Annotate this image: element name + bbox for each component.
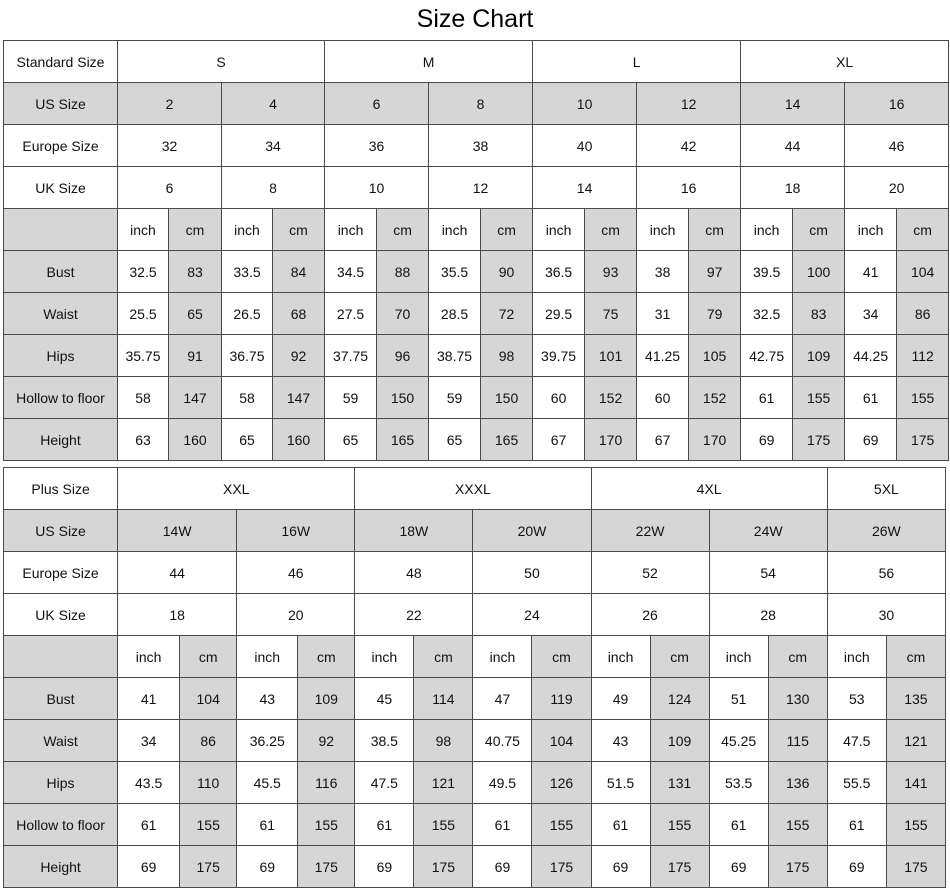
us-size-cell: 6 <box>325 83 429 125</box>
eu-size-row <box>4 552 946 594</box>
cm-value-cell: 100 <box>793 251 845 293</box>
cm-value-cell: 175 <box>414 846 473 888</box>
cm-value-cell: 97 <box>689 251 741 293</box>
unit-cm-cell: cm <box>793 209 845 251</box>
inch-value-cell: 59 <box>429 377 481 419</box>
cm-value-cell: 110 <box>180 762 237 804</box>
cm-value-cell: 155 <box>180 804 237 846</box>
inch-value-cell: 47.5 <box>355 762 414 804</box>
cm-value-cell: 165 <box>377 419 429 461</box>
inch-value-cell: 59 <box>325 377 377 419</box>
unit-cm-cell: cm <box>650 636 709 678</box>
cm-value-cell: 152 <box>689 377 741 419</box>
measurement-row <box>4 419 949 461</box>
eu-size-cell: 32 <box>118 125 222 167</box>
cm-value-cell: 101 <box>585 335 637 377</box>
inch-value-cell: 28.5 <box>429 293 481 335</box>
uk-size-row <box>4 167 949 209</box>
uk-size-row <box>4 594 946 636</box>
unit-cm-cell: cm <box>689 209 741 251</box>
us-size-label: US Size <box>4 510 118 552</box>
uk-size-label: UK Size <box>4 167 118 209</box>
measurement-label: Height <box>4 419 118 461</box>
unit-cm-cell: cm <box>532 636 591 678</box>
uk-size-cell: 18 <box>741 167 845 209</box>
cm-value-cell: 155 <box>768 804 827 846</box>
inch-value-cell: 43 <box>237 678 298 720</box>
measurement-label: Hips <box>4 762 118 804</box>
cm-value-cell: 170 <box>585 419 637 461</box>
inch-value-cell: 41 <box>845 251 897 293</box>
measurement-row <box>4 377 949 419</box>
inch-value-cell: 58 <box>222 377 273 419</box>
cm-value-cell: 68 <box>273 293 325 335</box>
inch-value-cell: 61 <box>591 804 650 846</box>
measurement-row <box>4 335 949 377</box>
measurement-label: Hips <box>4 335 118 377</box>
inch-value-cell: 69 <box>355 846 414 888</box>
inch-value-cell: 69 <box>591 846 650 888</box>
unit-cm-cell: cm <box>414 636 473 678</box>
inch-value-cell: 35.75 <box>118 335 169 377</box>
unit-cm-cell: cm <box>481 209 533 251</box>
cm-value-cell: 155 <box>532 804 591 846</box>
cm-value-cell: 155 <box>897 377 949 419</box>
cm-value-cell: 136 <box>768 762 827 804</box>
cm-value-cell: 83 <box>793 293 845 335</box>
cm-value-cell: 147 <box>169 377 222 419</box>
page-title: Size Chart <box>416 5 534 33</box>
us-size-cell: 4 <box>222 83 325 125</box>
size-group-row <box>4 468 946 510</box>
inch-value-cell: 69 <box>237 846 298 888</box>
cm-value-cell: 121 <box>886 720 945 762</box>
cm-value-cell: 116 <box>298 762 355 804</box>
inch-value-cell: 31 <box>637 293 689 335</box>
cm-value-cell: 91 <box>169 335 222 377</box>
cm-value-cell: 175 <box>180 846 237 888</box>
inch-value-cell: 55.5 <box>827 762 886 804</box>
inch-value-cell: 37.75 <box>325 335 377 377</box>
cm-value-cell: 83 <box>169 251 222 293</box>
cm-value-cell: 121 <box>414 762 473 804</box>
inch-value-cell: 38.5 <box>355 720 414 762</box>
inch-value-cell: 40.75 <box>473 720 532 762</box>
eu-size-cell: 48 <box>355 552 473 594</box>
measurement-row <box>4 846 946 888</box>
us-size-label: US Size <box>4 83 118 125</box>
eu-size-label: Europe Size <box>4 552 118 594</box>
cm-value-cell: 104 <box>532 720 591 762</box>
us-size-cell: 20W <box>473 510 591 552</box>
uk-size-label: UK Size <box>4 594 118 636</box>
inch-value-cell: 61 <box>473 804 532 846</box>
inch-value-cell: 26.5 <box>222 293 273 335</box>
cm-value-cell: 126 <box>532 762 591 804</box>
unit-cm-cell: cm <box>169 209 222 251</box>
size-group-cell: L <box>533 41 741 83</box>
cm-value-cell: 109 <box>793 335 845 377</box>
eu-size-cell: 44 <box>741 125 845 167</box>
unit-cm-cell: cm <box>585 209 637 251</box>
eu-size-cell: 54 <box>709 552 827 594</box>
cm-value-cell: 109 <box>298 678 355 720</box>
inch-value-cell: 27.5 <box>325 293 377 335</box>
cm-value-cell: 130 <box>768 678 827 720</box>
uk-size-cell: 18 <box>118 594 237 636</box>
cm-value-cell: 155 <box>886 804 945 846</box>
unit-inch-cell: inch <box>429 209 481 251</box>
eu-size-cell: 46 <box>237 552 355 594</box>
inch-value-cell: 61 <box>845 377 897 419</box>
us-size-cell: 24W <box>709 510 827 552</box>
us-size-row <box>4 83 949 125</box>
unit-row-label <box>4 636 118 678</box>
inch-value-cell: 67 <box>637 419 689 461</box>
eu-size-cell: 50 <box>473 552 591 594</box>
cm-value-cell: 119 <box>532 678 591 720</box>
cm-value-cell: 90 <box>481 251 533 293</box>
us-size-cell: 16 <box>845 83 949 125</box>
unit-inch-cell: inch <box>845 209 897 251</box>
inch-value-cell: 25.5 <box>118 293 169 335</box>
unit-inch-cell: inch <box>237 636 298 678</box>
inch-value-cell: 67 <box>533 419 585 461</box>
measurement-label: Waist <box>4 720 118 762</box>
inch-value-cell: 60 <box>637 377 689 419</box>
measurement-row <box>4 678 946 720</box>
uk-size-cell: 14 <box>533 167 637 209</box>
cm-value-cell: 92 <box>298 720 355 762</box>
size-group-cell: S <box>118 41 325 83</box>
inch-value-cell: 69 <box>473 846 532 888</box>
cm-value-cell: 141 <box>886 762 945 804</box>
cm-value-cell: 124 <box>650 678 709 720</box>
inch-value-cell: 38 <box>637 251 689 293</box>
measurement-label: Hollow to floor <box>4 377 118 419</box>
measurement-label: Waist <box>4 293 118 335</box>
uk-size-cell: 10 <box>325 167 429 209</box>
eu-size-cell: 56 <box>827 552 945 594</box>
eu-size-row <box>4 125 949 167</box>
cm-value-cell: 152 <box>585 377 637 419</box>
uk-size-cell: 12 <box>429 167 533 209</box>
cm-value-cell: 98 <box>481 335 533 377</box>
cm-value-cell: 160 <box>169 419 222 461</box>
inch-value-cell: 45 <box>355 678 414 720</box>
inch-value-cell: 69 <box>827 846 886 888</box>
measurement-label: Height <box>4 846 118 888</box>
inch-value-cell: 43.5 <box>118 762 180 804</box>
cm-value-cell: 175 <box>886 846 945 888</box>
cm-value-cell: 155 <box>298 804 355 846</box>
cm-value-cell: 175 <box>768 846 827 888</box>
size-group-cell: M <box>325 41 533 83</box>
unit-cm-cell: cm <box>886 636 945 678</box>
unit-cm-cell: cm <box>298 636 355 678</box>
plus-size-table <box>3 467 946 888</box>
cm-value-cell: 72 <box>481 293 533 335</box>
cm-value-cell: 105 <box>689 335 741 377</box>
inch-value-cell: 69 <box>741 419 793 461</box>
unit-inch-cell: inch <box>827 636 886 678</box>
eu-size-label: Europe Size <box>4 125 118 167</box>
unit-inch-cell: inch <box>325 209 377 251</box>
unit-inch-cell: inch <box>533 209 585 251</box>
unit-inch-cell: inch <box>118 636 180 678</box>
size-group-cell: XL <box>741 41 949 83</box>
uk-size-cell: 24 <box>473 594 591 636</box>
header-label: Plus Size <box>4 468 118 510</box>
measurement-row <box>4 720 946 762</box>
inch-value-cell: 47.5 <box>827 720 886 762</box>
unit-inch-cell: inch <box>118 209 169 251</box>
cm-value-cell: 150 <box>481 377 533 419</box>
inch-value-cell: 41.25 <box>637 335 689 377</box>
unit-inch-cell: inch <box>222 209 273 251</box>
uk-size-cell: 26 <box>591 594 709 636</box>
inch-value-cell: 65 <box>429 419 481 461</box>
unit-inch-cell: inch <box>709 636 768 678</box>
us-size-cell: 12 <box>637 83 741 125</box>
measurement-label: Bust <box>4 251 118 293</box>
inch-value-cell: 53.5 <box>709 762 768 804</box>
inch-value-cell: 69 <box>709 846 768 888</box>
eu-size-cell: 46 <box>845 125 949 167</box>
unit-cm-cell: cm <box>377 209 429 251</box>
cm-value-cell: 175 <box>298 846 355 888</box>
inch-value-cell: 43 <box>591 720 650 762</box>
measurement-label: Bust <box>4 678 118 720</box>
inch-value-cell: 41 <box>118 678 180 720</box>
inch-value-cell: 35.5 <box>429 251 481 293</box>
unit-cm-cell: cm <box>180 636 237 678</box>
inch-value-cell: 47 <box>473 678 532 720</box>
uk-size-cell: 22 <box>355 594 473 636</box>
unit-inch-cell: inch <box>741 209 793 251</box>
uk-size-cell: 8 <box>222 167 325 209</box>
us-size-cell: 2 <box>118 83 222 125</box>
inch-value-cell: 69 <box>118 846 180 888</box>
unit-row <box>4 636 946 678</box>
cm-value-cell: 131 <box>650 762 709 804</box>
inch-value-cell: 65 <box>325 419 377 461</box>
unit-inch-cell: inch <box>355 636 414 678</box>
us-size-cell: 26W <box>827 510 945 552</box>
unit-cm-cell: cm <box>273 209 325 251</box>
inch-value-cell: 44.25 <box>845 335 897 377</box>
cm-value-cell: 104 <box>897 251 949 293</box>
cm-value-cell: 155 <box>650 804 709 846</box>
inch-value-cell: 45.25 <box>709 720 768 762</box>
inch-value-cell: 49.5 <box>473 762 532 804</box>
cm-value-cell: 75 <box>585 293 637 335</box>
eu-size-cell: 44 <box>118 552 237 594</box>
cm-value-cell: 92 <box>273 335 325 377</box>
inch-value-cell: 51 <box>709 678 768 720</box>
inch-value-cell: 49 <box>591 678 650 720</box>
measurement-row <box>4 293 949 335</box>
eu-size-cell: 52 <box>591 552 709 594</box>
us-size-cell: 18W <box>355 510 473 552</box>
cm-value-cell: 170 <box>689 419 741 461</box>
standard-size-table <box>3 40 949 461</box>
inch-value-cell: 34.5 <box>325 251 377 293</box>
inch-value-cell: 61 <box>741 377 793 419</box>
cm-value-cell: 86 <box>897 293 949 335</box>
unit-inch-cell: inch <box>637 209 689 251</box>
header-label: Standard Size <box>4 41 118 83</box>
cm-value-cell: 112 <box>897 335 949 377</box>
inch-value-cell: 61 <box>355 804 414 846</box>
inch-value-cell: 61 <box>827 804 886 846</box>
inch-value-cell: 42.75 <box>741 335 793 377</box>
cm-value-cell: 155 <box>793 377 845 419</box>
unit-inch-cell: inch <box>591 636 650 678</box>
cm-value-cell: 70 <box>377 293 429 335</box>
inch-value-cell: 53 <box>827 678 886 720</box>
size-group-cell: 4XL <box>591 468 827 510</box>
cm-value-cell: 65 <box>169 293 222 335</box>
cm-value-cell: 96 <box>377 335 429 377</box>
inch-value-cell: 61 <box>237 804 298 846</box>
inch-value-cell: 34 <box>845 293 897 335</box>
us-size-cell: 14 <box>741 83 845 125</box>
uk-size-cell: 20 <box>845 167 949 209</box>
cm-value-cell: 79 <box>689 293 741 335</box>
cm-value-cell: 88 <box>377 251 429 293</box>
us-size-cell: 10 <box>533 83 637 125</box>
inch-value-cell: 34 <box>118 720 180 762</box>
cm-value-cell: 84 <box>273 251 325 293</box>
inch-value-cell: 39.5 <box>741 251 793 293</box>
inch-value-cell: 33.5 <box>222 251 273 293</box>
cm-value-cell: 104 <box>180 678 237 720</box>
cm-value-cell: 114 <box>414 678 473 720</box>
eu-size-cell: 34 <box>222 125 325 167</box>
cm-value-cell: 160 <box>273 419 325 461</box>
eu-size-cell: 38 <box>429 125 533 167</box>
inch-value-cell: 45.5 <box>237 762 298 804</box>
cm-value-cell: 175 <box>793 419 845 461</box>
eu-size-cell: 40 <box>533 125 637 167</box>
size-group-row <box>4 41 949 83</box>
us-size-cell: 14W <box>118 510 237 552</box>
cm-value-cell: 165 <box>481 419 533 461</box>
inch-value-cell: 65 <box>222 419 273 461</box>
uk-size-cell: 16 <box>637 167 741 209</box>
size-group-cell: XXL <box>118 468 355 510</box>
unit-cm-cell: cm <box>768 636 827 678</box>
inch-value-cell: 36.75 <box>222 335 273 377</box>
inch-value-cell: 58 <box>118 377 169 419</box>
uk-size-cell: 6 <box>118 167 222 209</box>
cm-value-cell: 86 <box>180 720 237 762</box>
inch-value-cell: 51.5 <box>591 762 650 804</box>
inch-value-cell: 32.5 <box>741 293 793 335</box>
eu-size-cell: 42 <box>637 125 741 167</box>
unit-row-label <box>4 209 118 251</box>
us-size-cell: 22W <box>591 510 709 552</box>
inch-value-cell: 32.5 <box>118 251 169 293</box>
cm-value-cell: 135 <box>886 678 945 720</box>
cm-value-cell: 175 <box>532 846 591 888</box>
unit-cm-cell: cm <box>897 209 949 251</box>
cm-value-cell: 175 <box>650 846 709 888</box>
cm-value-cell: 175 <box>897 419 949 461</box>
inch-value-cell: 29.5 <box>533 293 585 335</box>
us-size-cell: 16W <box>237 510 355 552</box>
inch-value-cell: 39.75 <box>533 335 585 377</box>
unit-row <box>4 209 949 251</box>
inch-value-cell: 69 <box>845 419 897 461</box>
size-group-cell: XXXL <box>355 468 591 510</box>
cm-value-cell: 147 <box>273 377 325 419</box>
uk-size-cell: 20 <box>237 594 355 636</box>
inch-value-cell: 38.75 <box>429 335 481 377</box>
size-group-cell: 5XL <box>827 468 945 510</box>
measurement-row <box>4 762 946 804</box>
uk-size-cell: 28 <box>709 594 827 636</box>
cm-value-cell: 98 <box>414 720 473 762</box>
cm-value-cell: 155 <box>414 804 473 846</box>
inch-value-cell: 61 <box>709 804 768 846</box>
inch-value-cell: 36.5 <box>533 251 585 293</box>
measurement-row <box>4 804 946 846</box>
cm-value-cell: 115 <box>768 720 827 762</box>
inch-value-cell: 61 <box>118 804 180 846</box>
us-size-cell: 8 <box>429 83 533 125</box>
inch-value-cell: 36.25 <box>237 720 298 762</box>
uk-size-cell: 30 <box>827 594 945 636</box>
measurement-row <box>4 251 949 293</box>
measurement-label: Hollow to floor <box>4 804 118 846</box>
inch-value-cell: 60 <box>533 377 585 419</box>
cm-value-cell: 109 <box>650 720 709 762</box>
eu-size-cell: 36 <box>325 125 429 167</box>
cm-value-cell: 93 <box>585 251 637 293</box>
unit-inch-cell: inch <box>473 636 532 678</box>
inch-value-cell: 63 <box>118 419 169 461</box>
cm-value-cell: 150 <box>377 377 429 419</box>
us-size-row <box>4 510 946 552</box>
